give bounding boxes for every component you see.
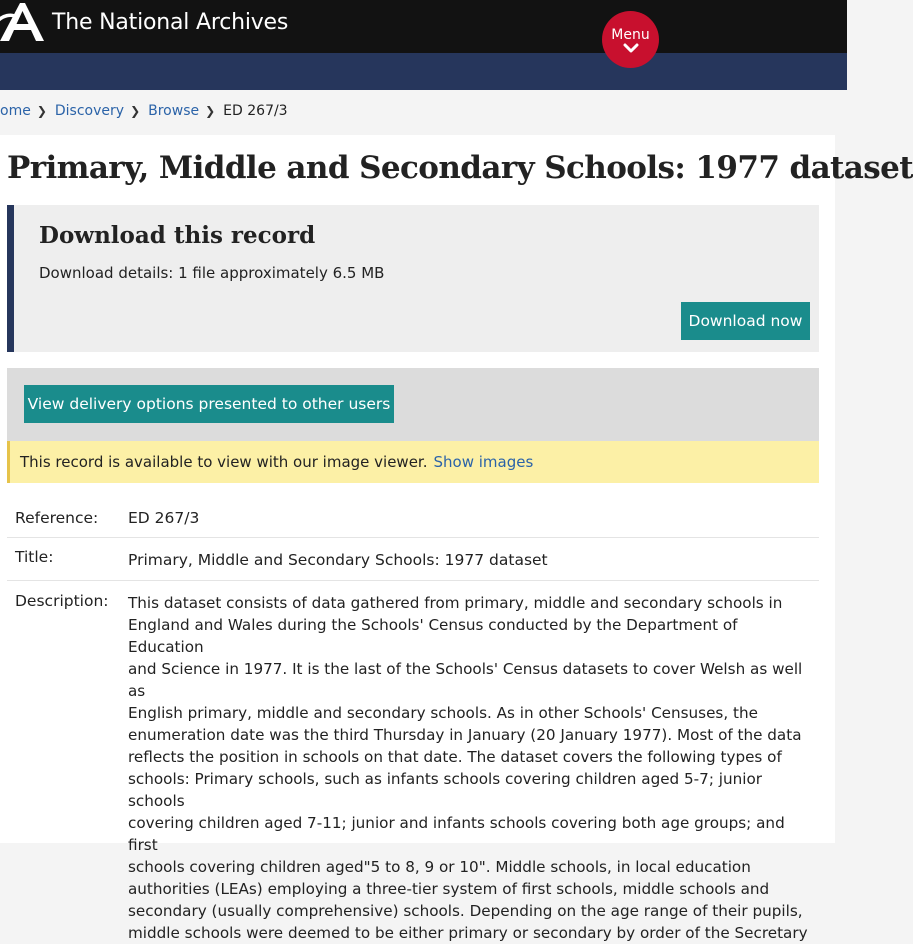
- description-line: English primary, middle and secondary schools. As in other Schools' Censuses, the: [128, 704, 758, 722]
- site-title: The National Archives: [52, 9, 289, 35]
- description-line: and Science in 1977. It is the last of the Schools' Census datasets to cover Welsh as well as: [128, 660, 803, 700]
- description-line: middle schools were deemed to be either primary or secondary by order of the Secretary: [128, 924, 808, 942]
- description-line: authorities (LEAs) employing a three-tier system of first schools, middle schools and: [128, 880, 770, 898]
- menu-label: Menu: [611, 27, 650, 43]
- chevron-right-icon: ❯: [130, 104, 141, 118]
- description-line: reflects the position in schools on that date. The dataset covers the following types of: [128, 748, 782, 766]
- breadcrumb: [0, 103, 288, 119]
- delivery-options-panel: [7, 368, 819, 441]
- description-line: secondary (usually comprehensive) schools. Depending on the age range of their pupils,: [128, 902, 803, 920]
- notice-text: This record is available to view with our image viewer.: [20, 453, 428, 471]
- show-images-link[interactable]: Show images: [433, 453, 534, 471]
- site-header: [0, 0, 847, 53]
- chevron-right-icon: ❯: [205, 104, 216, 118]
- description-line: covering children aged 7-11; junior and infants schools covering both age groups; and first: [128, 814, 785, 854]
- description-line: schools covering children aged"5 to 8, 9 or 10". Middle schools, in local education: [128, 858, 751, 876]
- reference-label: Reference:: [15, 509, 99, 527]
- view-delivery-options-button[interactable]: View delivery options presented to other users: [24, 385, 394, 423]
- national-archives-logo-icon: [0, 1, 50, 43]
- description-line: enumeration date was the third Thursday in January (20 January 1977). Most of the data: [128, 726, 802, 744]
- chevron-down-icon: [623, 43, 639, 53]
- page-title: Primary, Middle and Secondary Schools: 1977 dataset: [7, 150, 913, 186]
- site-logo[interactable]: [0, 2, 288, 42]
- reference-value: ED 267/3: [128, 509, 200, 527]
- image-viewer-notice: [7, 441, 819, 483]
- chevron-right-icon: ❯: [36, 104, 47, 118]
- breadcrumb-browse-link[interactable]: Browse: [148, 103, 200, 119]
- description-line: schools: Primary schools, such as infants schools covering children aged 5-7; junior schools: [128, 770, 762, 810]
- navigation-band: [0, 53, 847, 90]
- title-label: Title:: [15, 548, 54, 566]
- description-label: Description:: [15, 592, 109, 610]
- breadcrumb-discovery-link[interactable]: Discovery: [54, 103, 125, 119]
- record-details: [7, 496, 819, 944]
- menu-button[interactable]: [602, 11, 659, 68]
- breadcrumb-home-link[interactable]: ome: [0, 103, 31, 119]
- description-row: [7, 581, 819, 944]
- reference-row: [7, 496, 819, 538]
- breadcrumb-current: ED 267/3: [223, 103, 288, 119]
- description-line: This dataset consists of data gathered from primary, middle and secondary schools in: [128, 594, 783, 612]
- download-details: Download details: 1 file approximately 6.5 MB: [39, 264, 385, 282]
- download-panel: [7, 205, 819, 352]
- title-value: Primary, Middle and Secondary Schools: 1977 dataset: [128, 551, 548, 569]
- description-line: England and Wales during the Schools' Census conducted by the Department of Education: [128, 616, 738, 656]
- description-value: [128, 581, 819, 944]
- download-now-button[interactable]: Download now: [681, 302, 810, 340]
- title-row: [7, 538, 819, 581]
- download-heading: Download this record: [39, 222, 316, 249]
